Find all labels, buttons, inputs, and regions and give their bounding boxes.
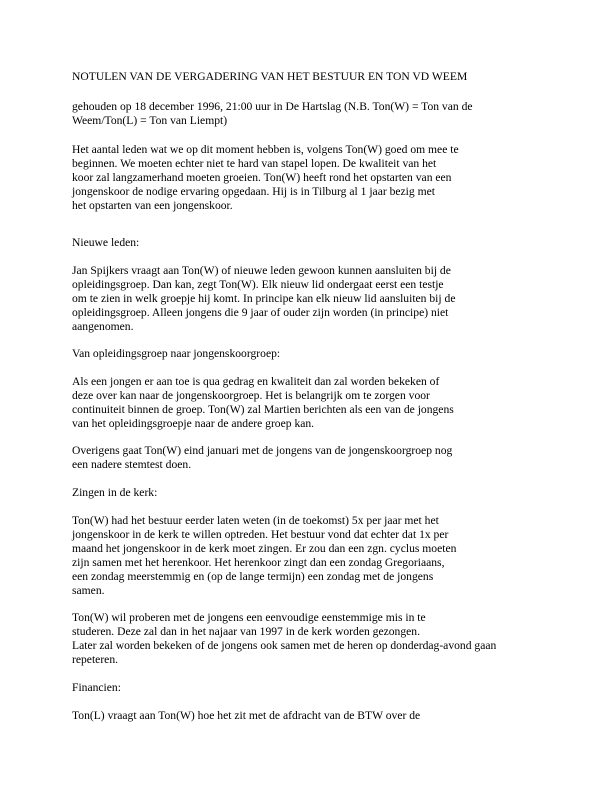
paragraph-line: jongenskoor in de kerk te willen optreden. Het bestuur vond dat echter dat 1x per <box>72 528 449 541</box>
paragraph-line: Ton(L) vraagt aan Ton(W) hoe het zit met de afdracht van de BTW over de <box>72 709 421 722</box>
paragraph-line: zijn samen met het herenkoor. Het herenkoor zingt dan een zondag Gregoriaans, <box>72 556 445 569</box>
paragraph-line: van het opleidingsgroepje naar de andere groep kan. <box>72 417 315 430</box>
paragraph-line: Het aantal leden wat we op dit moment hebben is, volgens Ton(W) goed om mee te <box>72 143 459 156</box>
paragraph-line: deze over kan naar de jongenskoorgroep. Het is belangrijk om te zorgen voor <box>72 389 430 402</box>
paragraph-line: beginnen. We moeten echter niet te hard van stapel lopen. De kwaliteit van het <box>72 157 437 170</box>
paragraph-line: repeteren. <box>72 653 119 666</box>
section-heading: Van opleidingsgroep naar jongenskoorgroep: <box>72 347 281 360</box>
paragraph-line: Als een jongen er aan toe is qua gedrag en kwaliteit dan zal worden bekeken of <box>72 375 440 388</box>
paragraph-line: een zondag meerstemmig en (op de lange termijn) een zondag met de jongens <box>72 570 434 583</box>
paragraph-line: Overigens gaat Ton(W) eind januari met de jongens van de jongenskoorgroep nog <box>72 444 453 457</box>
paragraph-line: samen. <box>72 584 105 597</box>
paragraph-line: opleidingsgroep. Alleen jongens die 9 jaar of ouder zijn worden (in principe) niet <box>72 306 449 319</box>
paragraph-line: koor zal langzamerhand moeten groeien. Ton(W) heeft rond het opstarten van een <box>72 171 452 184</box>
paragraph-line: het opstarten van een jongenskoor. <box>72 199 233 212</box>
paragraph-line: Ton(W) wil proberen met de jongens een eenvoudige eenstemmige mis in te <box>72 611 426 624</box>
paragraph-line: Ton(W) had het bestuur eerder laten weten (in de toekomst) 5x per jaar met het <box>72 514 439 527</box>
paragraph-line: Jan Spijkers vraagt aan Ton(W) of nieuwe leden gewoon kunnen aansluiten bij de <box>72 264 451 277</box>
paragraph-line: opleidingsgroep. Dan kan, zegt Ton(W). Elk nieuw lid ondergaat eerst een testje <box>72 278 444 291</box>
section-heading: Financien: <box>72 681 121 694</box>
section-heading: Zingen in de kerk: <box>72 486 158 499</box>
intro-line: gehouden op 18 december 1996, 21:00 uur in De Hartslag (N.B. Ton(W) = Ton van de <box>72 100 473 113</box>
paragraph-line: aangenomen. <box>72 320 134 333</box>
paragraph-line: maand het jongenskoor in de kerk moet zingen. Er zou dan een zgn. cyclus moeten <box>72 542 457 555</box>
paragraph-line: studeren. Deze zal dan in het najaar van 1997 in de kerk worden gezongen. <box>72 625 420 638</box>
section-heading: Nieuwe leden: <box>72 236 140 249</box>
paragraph-line: Later zal worden bekeken of de jongens ook samen met de heren op donderdag-avond gaan <box>72 639 497 652</box>
paragraph-line: een nadere stemtest doen. <box>72 458 192 471</box>
document-title: NOTULEN VAN DE VERGADERING VAN HET BESTUUR EN TON VD WEEM <box>72 70 468 83</box>
intro-line: Weem/Ton(L) = Ton van Liempt) <box>72 114 228 127</box>
paragraph-line: jongenskoor de nodige ervaring opgedaan. Hij is in Tilburg al 1 jaar bezig met <box>72 185 435 198</box>
paragraph-line: om te zien in welk groepje hij komt. In principe kan elk nieuw lid aansluiten bij de <box>72 292 456 305</box>
paragraph-line: continuiteit binnen de groep. Ton(W) zal Martien berichten als een van de jongens <box>72 403 454 416</box>
